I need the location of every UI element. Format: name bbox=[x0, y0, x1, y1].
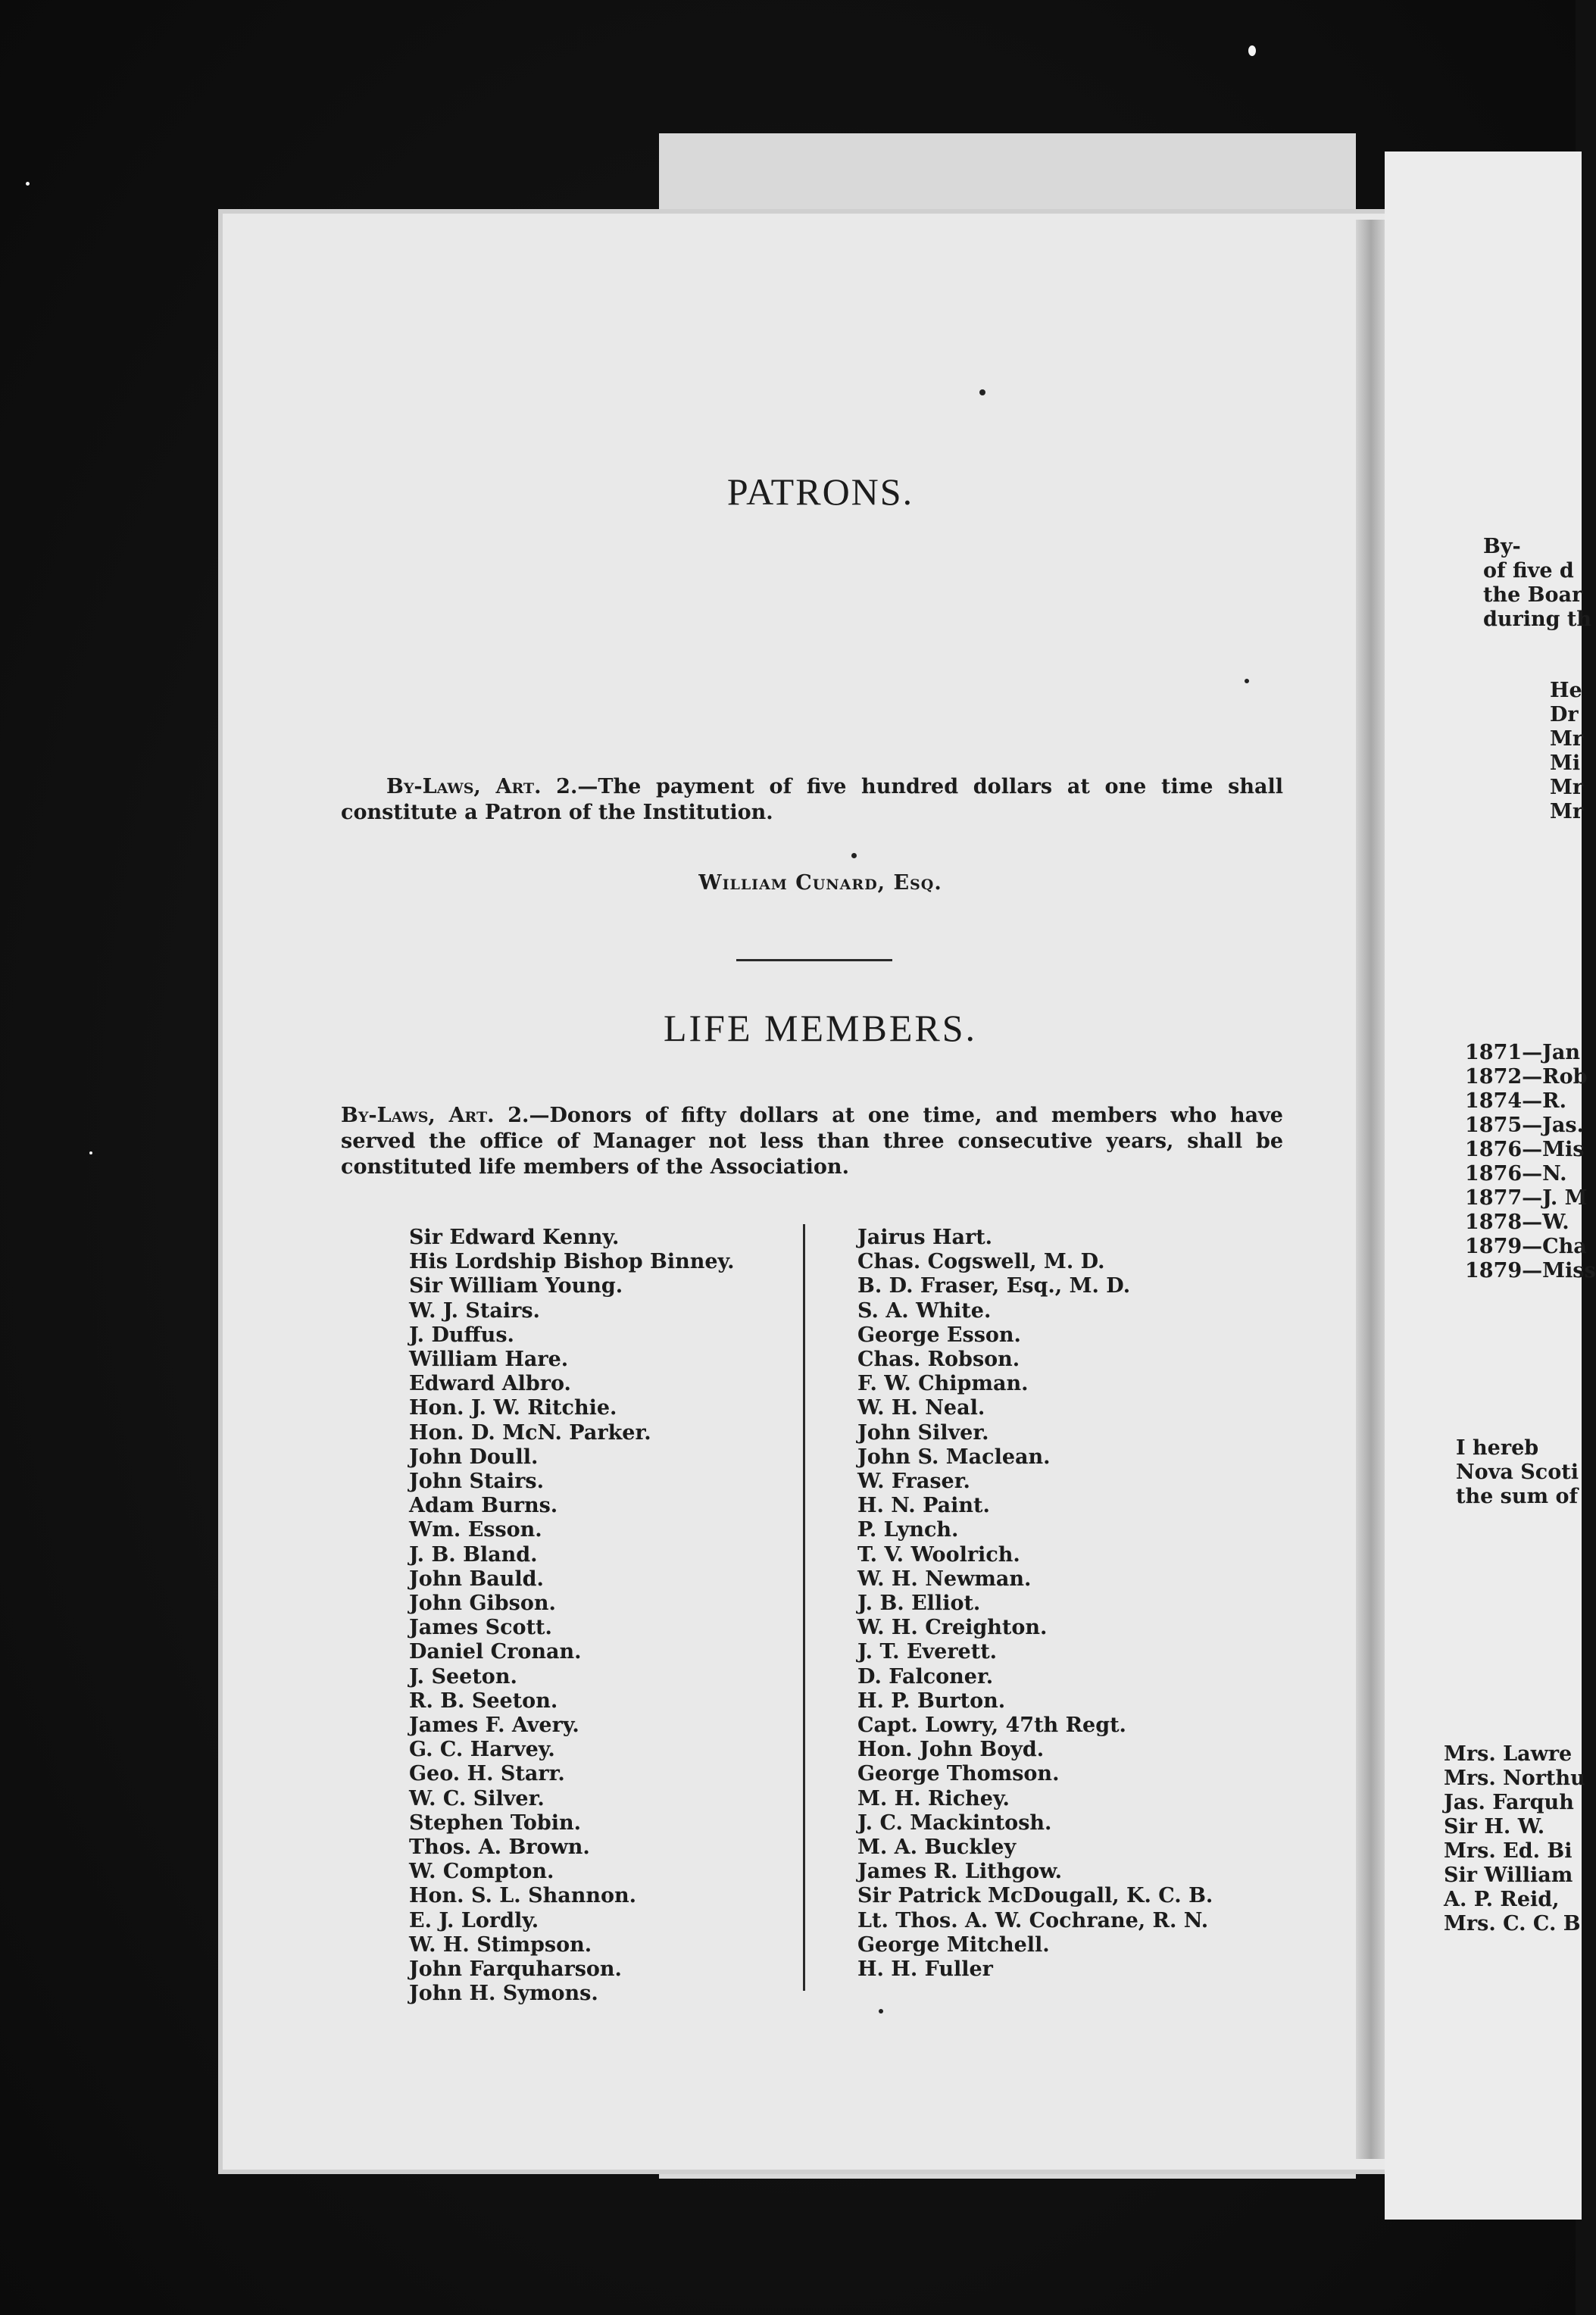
right-page-donors bbox=[1444, 1742, 1585, 1936]
member-name: Hon. D. McN. Parker. bbox=[409, 1420, 651, 1445]
member-name: Sir Edward Kenny. bbox=[409, 1226, 620, 1249]
member-name: James Scott. bbox=[409, 1616, 552, 1640]
member-name: J. C. Mackintosh. bbox=[857, 1810, 1052, 1835]
member-name: J. B. Elliot. bbox=[857, 1592, 981, 1616]
member-name: W. Fraser. bbox=[857, 1470, 970, 1494]
right-page-line: I hereb bbox=[1456, 1436, 1539, 1460]
member-name: J. Seeton. bbox=[409, 1664, 517, 1689]
member-name: Capt. Lowry, 47th Regt. bbox=[857, 1714, 1126, 1738]
right-page-intro bbox=[1483, 535, 1592, 632]
right-page-line: 1874—R. bbox=[1465, 1089, 1566, 1113]
member-name: Chas. Robson. bbox=[857, 1348, 1020, 1372]
right-page-line: Nova Scoti bbox=[1456, 1461, 1579, 1484]
member-name: Chas. Cogswell, M. D. bbox=[857, 1250, 1105, 1274]
member-name: T. V. Woolrich. bbox=[857, 1542, 1020, 1567]
member-name: Hon. J. W. Ritchie. bbox=[409, 1396, 617, 1420]
member-name: James R. Lithgow. bbox=[857, 1860, 1063, 1884]
right-page-line: the sum of bbox=[1456, 1485, 1579, 1508]
right-page-line: 1879—Cha bbox=[1465, 1235, 1587, 1258]
page-speck bbox=[1245, 679, 1249, 683]
member-name: Stephen Tobin. bbox=[409, 1810, 582, 1835]
member-name: J. T. Everett. bbox=[857, 1640, 998, 1664]
right-page-line: 1877—J. M bbox=[1465, 1186, 1588, 1210]
member-name: George Esson. bbox=[857, 1323, 1021, 1347]
member-name: Hon. John Boyd. bbox=[857, 1738, 1045, 1762]
member-name: W. H. Newman. bbox=[857, 1567, 1032, 1591]
members-right-column bbox=[857, 1226, 1213, 1982]
right-page-line: during th bbox=[1483, 608, 1592, 631]
right-page-line: Mrs. C. C. B bbox=[1444, 1912, 1581, 1935]
life-bylaw-label: By-Laws, Art. 2. bbox=[341, 1104, 529, 1127]
member-name: E. J. Lordly. bbox=[409, 1908, 539, 1932]
members-left-column bbox=[409, 1226, 735, 2007]
member-name: George Mitchell. bbox=[857, 1932, 1050, 1957]
member-name: John Doull. bbox=[409, 1445, 539, 1469]
patrons-bylaw-text: —The payment of five hundred dollars at one time shall constitute a Patron of the Institution. bbox=[341, 775, 1283, 824]
film-speck bbox=[89, 1151, 92, 1154]
right-page-line: 1875—Jas. bbox=[1465, 1114, 1585, 1137]
member-name: Lt. Thos. A. W. Cochrane, R. N. bbox=[857, 1908, 1209, 1932]
life-members-bylaw bbox=[341, 1103, 1283, 1180]
right-page-line: 1879—Miss bbox=[1465, 1259, 1596, 1282]
page-speck bbox=[879, 2009, 883, 2014]
right-page-line: Mr bbox=[1550, 800, 1584, 823]
member-name: J. B. Bland. bbox=[409, 1542, 538, 1567]
member-name: John Farquharson. bbox=[409, 1957, 622, 1982]
film-speck bbox=[1248, 45, 1256, 56]
patrons-bylaw-label: By-Laws, Art. 2. bbox=[386, 775, 578, 798]
right-page-line: Jas. Farquh bbox=[1444, 1791, 1574, 1814]
member-name: John Gibson. bbox=[409, 1592, 556, 1616]
right-page-line: 1876—Mis bbox=[1465, 1138, 1585, 1161]
member-name: W. H. Neal. bbox=[857, 1396, 985, 1420]
member-name: H. P. Burton. bbox=[857, 1689, 1006, 1713]
member-name: Sir Patrick McDougall, K. C. B. bbox=[857, 1884, 1213, 1908]
right-page-line: 1876—N. bbox=[1465, 1162, 1567, 1186]
member-name: George Thomson. bbox=[857, 1762, 1060, 1786]
right-page-line: Mrs. Ed. Bi bbox=[1444, 1839, 1573, 1863]
page-speck bbox=[979, 389, 985, 395]
right-page-line: Mr bbox=[1550, 727, 1584, 751]
member-name: M. A. Buckley bbox=[857, 1835, 1017, 1860]
member-name: His Lordship Bishop Binney. bbox=[409, 1250, 735, 1274]
member-name: P. Lynch. bbox=[857, 1518, 959, 1542]
patrons-bylaw bbox=[341, 774, 1283, 826]
member-name: John H. Symons. bbox=[409, 1982, 598, 2006]
member-name: W. H. Creighton. bbox=[857, 1616, 1048, 1640]
member-name: W. C. Silver. bbox=[409, 1786, 545, 1810]
right-page-line: of five d bbox=[1483, 559, 1574, 583]
member-name: S. A. White. bbox=[857, 1298, 992, 1323]
member-name: J. Duffus. bbox=[409, 1323, 514, 1347]
member-name: H. N. Paint. bbox=[857, 1494, 990, 1518]
member-name: Hon. S. L. Shannon. bbox=[409, 1884, 636, 1908]
member-name: M. H. Richey. bbox=[857, 1786, 1010, 1810]
life-bylaw-text: —Donors of fifty dollars at one time, and members who have served the office of Manager not less than three consecutive years, shall be constituted life members of the Association. bbox=[341, 1104, 1283, 1179]
right-page-line: Dr bbox=[1550, 703, 1579, 726]
member-name: W. Compton. bbox=[409, 1860, 554, 1884]
member-name: Sir William Young. bbox=[409, 1274, 623, 1298]
member-name: Geo. H. Starr. bbox=[409, 1762, 565, 1786]
patrons-heading: PATRONS. bbox=[726, 470, 914, 513]
right-page-names bbox=[1550, 679, 1584, 824]
patron-name: William Cunard, Esq. bbox=[698, 871, 942, 895]
right-page-line: 1878—W. bbox=[1465, 1211, 1569, 1234]
member-name: R. B. Seeton. bbox=[409, 1689, 558, 1713]
member-name: Adam Burns. bbox=[409, 1494, 558, 1518]
right-page-line: Mi bbox=[1550, 751, 1581, 775]
film-speck bbox=[26, 182, 30, 186]
right-page-text bbox=[1456, 1436, 1579, 1509]
member-name: John Stairs. bbox=[409, 1470, 544, 1494]
right-page-line: By- bbox=[1483, 535, 1521, 558]
right-page-line: He bbox=[1550, 679, 1582, 702]
right-page-line: Mr bbox=[1550, 776, 1584, 799]
member-name: Wm. Esson. bbox=[409, 1518, 542, 1542]
member-name: W. H. Stimpson. bbox=[409, 1932, 592, 1957]
member-name: Edward Albro. bbox=[409, 1372, 571, 1396]
member-name: John Silver. bbox=[857, 1420, 989, 1445]
member-name: W. J. Stairs. bbox=[409, 1298, 540, 1323]
member-name: James F. Avery. bbox=[409, 1714, 579, 1738]
member-name: D. Falconer. bbox=[857, 1664, 994, 1689]
right-page-line: the Boar bbox=[1483, 583, 1583, 607]
right-page-years bbox=[1465, 1041, 1596, 1283]
page-speck bbox=[851, 853, 857, 858]
section-divider bbox=[736, 959, 892, 961]
right-page-line: Mrs. Northu bbox=[1444, 1767, 1585, 1790]
member-name: B. D. Fraser, Esq., M. D. bbox=[857, 1274, 1131, 1298]
right-page-line: A. P. Reid, bbox=[1444, 1888, 1560, 1911]
member-name: G. C. Harvey. bbox=[409, 1738, 555, 1762]
right-page-line: 1871—Jan bbox=[1465, 1041, 1581, 1064]
member-name: Jairus Hart. bbox=[857, 1226, 993, 1249]
life-members-heading: LIFE MEMBERS. bbox=[663, 1007, 978, 1049]
member-name: John Bauld. bbox=[409, 1567, 544, 1591]
right-page-line: Sir William bbox=[1444, 1864, 1573, 1887]
right-page-line: 1872—Rob bbox=[1465, 1065, 1588, 1089]
member-name: John S. Maclean. bbox=[857, 1445, 1051, 1469]
member-name: H. H. Fuller bbox=[857, 1957, 993, 1982]
member-name: Daniel Cronan. bbox=[409, 1640, 582, 1664]
member-name: Thos. A. Brown. bbox=[409, 1835, 590, 1860]
right-page-line: Mrs. Lawre bbox=[1444, 1742, 1573, 1766]
column-divider bbox=[803, 1224, 805, 1991]
right-page-line: Sir H. W. bbox=[1444, 1815, 1545, 1839]
member-name: William Hare. bbox=[409, 1348, 569, 1372]
member-name: F. W. Chipman. bbox=[857, 1372, 1029, 1396]
